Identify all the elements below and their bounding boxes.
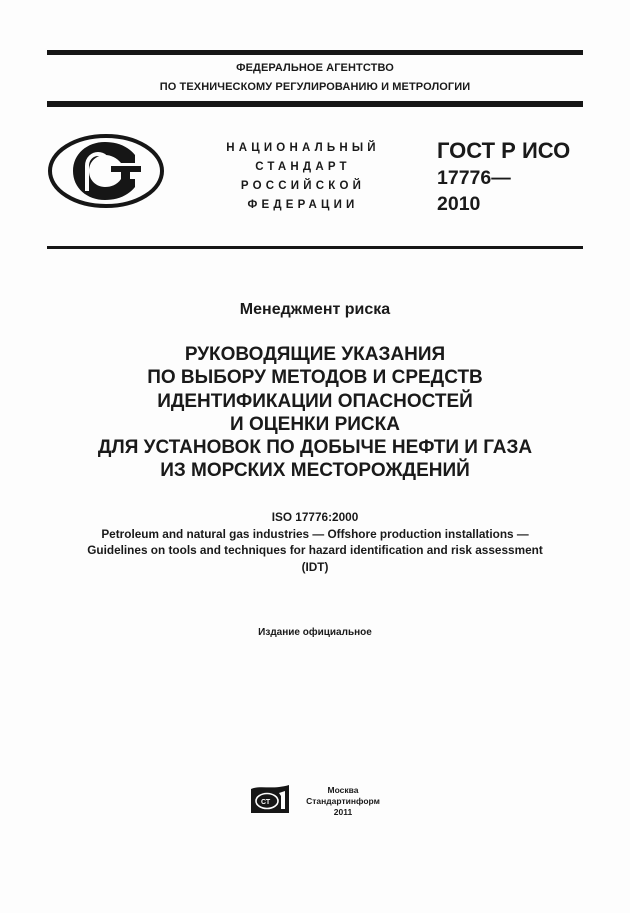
designation-line-3: 2010 <box>437 193 481 215</box>
title-line: ДЛЯ УСТАНОВОК ПО ДОБЫЧЕ НЕФТИ И ГАЗА <box>97 437 533 459</box>
designation-line-1: ГОСТ Р ИСО <box>437 138 571 163</box>
standartinform-logo-icon <box>250 784 290 814</box>
iso-title-line-2: Guidelines on tools and techniques for hazard identification and risk assessment <box>87 543 543 557</box>
iso-code: ISO 17776:2000 <box>271 510 359 524</box>
title-line: ИЗ МОРСКИХ МЕСТОРОЖДЕНИЙ <box>160 460 470 482</box>
publisher-imprint <box>300 785 386 818</box>
national-standard-line-1: НАЦИОНАЛЬНЫЙ <box>226 142 380 154</box>
rst-certification-mark-icon <box>47 133 165 209</box>
top-rule <box>47 50 583 55</box>
header-rule <box>47 101 583 107</box>
title-line: РУКОВОДЯЩИЕ УКАЗАНИЯ <box>184 344 446 365</box>
iso-reference <box>0 509 630 575</box>
publisher-name: Стандартинформ <box>306 796 380 806</box>
agency-name-line-1: ФЕДЕРАЛЬНОЕ АГЕНТСТВО <box>236 62 394 74</box>
document-title <box>0 343 630 483</box>
national-standard-line-3: РОССИЙСКОЙ <box>240 180 366 192</box>
national-standard-label <box>208 139 398 215</box>
iso-equivalence: (IDT) <box>301 559 329 574</box>
iso-title-line-1: Petroleum and natural gas industries — Offshore production installations — <box>101 526 529 541</box>
national-standard-line-4: ФЕДЕРАЦИИ <box>247 199 359 211</box>
title-line: ПО ВЫБОРУ МЕТОДОВ И СРЕДСТВ <box>147 367 483 389</box>
national-standard-line-2: СТАНДАРТ <box>255 161 351 173</box>
agency-name-line-2: ПО ТЕХНИЧЕСКОМУ РЕГУЛИРОВАНИЮ И МЕТРОЛОГИИ <box>159 81 471 93</box>
standard-designation <box>437 138 570 216</box>
title-line: И ОЦЕНКИ РИСКА <box>230 413 400 435</box>
publisher-city: Москва <box>327 785 359 795</box>
designation-line-2: 17776— <box>437 167 511 189</box>
svg-text:СТ: СТ <box>261 799 271 806</box>
title-line: ИДЕНТИФИКАЦИИ ОПАСНОСТЕЙ <box>157 390 473 412</box>
edition-label: Издание официальное <box>258 627 372 638</box>
publication-year: 2011 <box>333 807 353 817</box>
document-subtitle: Менеджмент риска <box>239 301 391 318</box>
section-rule <box>47 246 583 249</box>
